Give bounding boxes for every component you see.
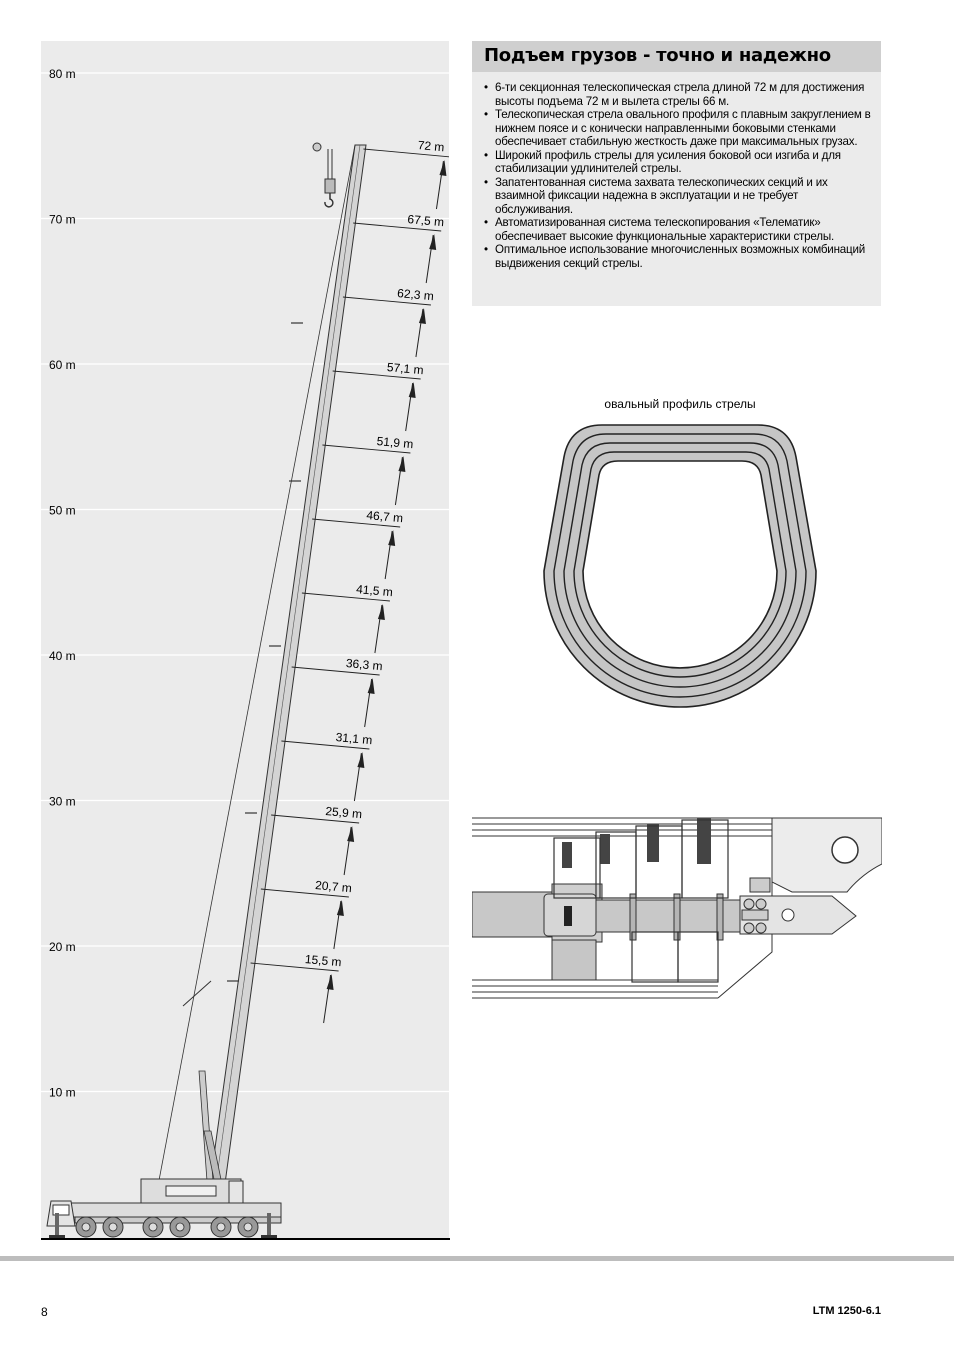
feature-item-text: Широкий профиль стрелы для усиления боковой оси изгиба и для стабилизации удлинителей стрелы. (495, 148, 841, 175)
y-tick-label: 70 m (49, 212, 76, 227)
oval-boom-profile-diagram (540, 415, 820, 725)
boom-length-label: 36,3 m (345, 656, 384, 674)
feature-box (472, 41, 881, 306)
boom-length-label: 72 m (417, 138, 445, 155)
page-number: 8 (41, 1305, 48, 1319)
boom-length-label: 51,9 m (376, 434, 414, 452)
feature-item (484, 108, 874, 149)
feature-list (484, 81, 874, 270)
boom-length-label: 25,9 m (324, 804, 363, 822)
y-tick-label: 40 m (49, 649, 76, 663)
boom-height-chart (41, 41, 449, 1240)
feature-item (484, 176, 874, 217)
y-tick-label: 20 m (49, 940, 76, 954)
y-tick-label: 60 m (49, 358, 76, 372)
boom-length-label: 62,3 m (396, 286, 435, 304)
feature-title-bar (472, 41, 881, 72)
bullet-marker: • (484, 81, 488, 94)
bullet-marker: • (484, 148, 488, 162)
boom-length-label: 41,5 m (355, 582, 394, 600)
boom-length-label: 67,5 m (406, 212, 445, 230)
boom-length-label: 57,1 m (386, 360, 425, 378)
feature-item-text: Телескопическая стрела овального профиля с плавным закруглением в нижнем поясе и с конически направленными боковыми стенками обеспечивает стабильную жесткость даже при максимальных грузах. (495, 108, 871, 148)
bullet-marker: • (484, 175, 488, 189)
boom-height-diagram (41, 41, 449, 1240)
profile-caption: овальный профиль стрелы (604, 397, 756, 411)
feature-item (484, 149, 874, 176)
bullet-marker: • (484, 216, 488, 229)
feature-item-text: 6-ти секционная телескопическая стрела длиной 72 м для достижения высоты подъема 72 м и вылета стрелы 66 м. (495, 81, 865, 108)
bullet-marker: • (484, 243, 488, 256)
bullet-marker: • (484, 108, 488, 121)
boom-length-label: 15,5 m (304, 952, 343, 970)
chart-baseline (41, 1238, 450, 1240)
telescoping-mechanism-drawing (472, 812, 882, 1002)
boom-length-label: 31,1 m (335, 730, 373, 748)
feature-item (484, 216, 874, 243)
feature-item-text: Запатентованная система захвата телескопических секций и их взаимной фиксации надежна в эксплуатации и не требует обслуживания. (495, 175, 828, 216)
feature-item (484, 81, 874, 108)
feature-item (484, 243, 874, 270)
crane-drawing (47, 143, 366, 1238)
feature-item-text: Автоматизированная система телескопирования «Телематик» обеспечивает высокие функциональные характеристики стрелы. (495, 216, 834, 243)
feature-title: Подъем грузов - точно и надежно (484, 45, 831, 66)
y-tick-label: 10 m (49, 1085, 76, 1100)
y-tick-label: 80 m (49, 67, 76, 81)
boom-length-label: 20,7 m (314, 878, 353, 896)
boom-length-label: 46,7 m (365, 508, 404, 526)
feature-item-text: Оптимальное использование многочисленных возможных комбинаций выдвижения секций стрелы. (495, 243, 866, 270)
y-tick-label: 50 m (49, 503, 76, 518)
footer-rule (0, 1256, 954, 1261)
model-name: LTM 1250-6.1 (812, 1305, 881, 1317)
y-tick-label: 30 m (49, 794, 76, 809)
